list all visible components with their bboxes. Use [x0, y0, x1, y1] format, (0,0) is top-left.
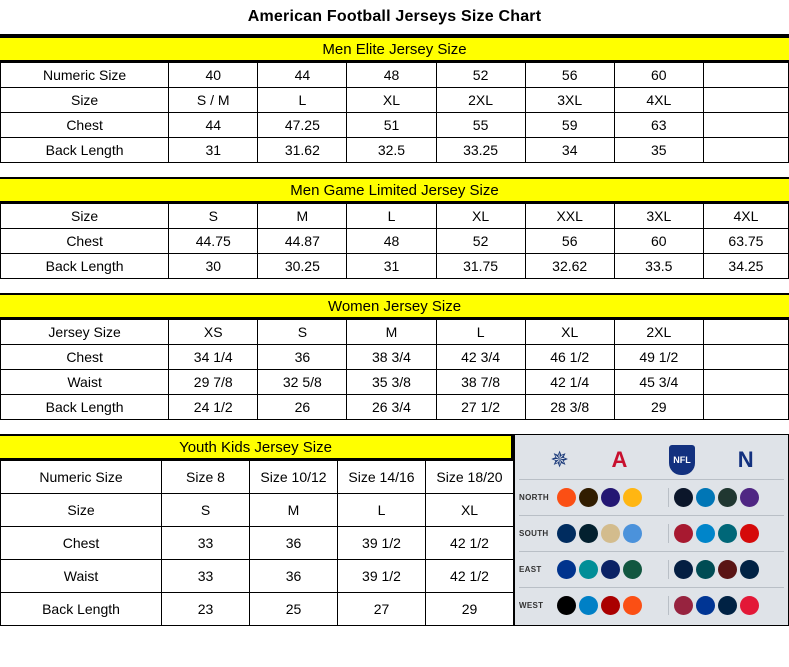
row-label: Back Length — [1, 395, 169, 420]
team-logo-icon — [623, 560, 642, 579]
table-row — [1, 254, 789, 279]
team-logo-icon — [718, 524, 737, 543]
nfc-logo-icon: N — [737, 447, 753, 472]
afc-logo-icon: A — [611, 447, 627, 472]
row-label: Chest — [1, 113, 169, 138]
cell: 34.25 — [703, 254, 788, 279]
cell: 45 3/4 — [614, 370, 703, 395]
table-row — [1, 560, 514, 593]
cell: 24 1/2 — [169, 395, 258, 420]
team-logo-icon — [557, 596, 576, 615]
star-burst-icon: ✵ — [550, 447, 569, 472]
cell-empty — [703, 138, 788, 163]
team-logo-icon — [718, 488, 737, 507]
row-label: Numeric Size — [1, 63, 169, 88]
cell: 38 3/4 — [347, 345, 436, 370]
team-logo-icon — [601, 524, 620, 543]
team-logo-icon — [696, 596, 715, 615]
row-label: Back Length — [1, 254, 169, 279]
cell: L — [338, 494, 426, 527]
cell: S — [169, 204, 258, 229]
cell: XL — [347, 88, 436, 113]
team-logo-icon — [740, 560, 759, 579]
cell: 59 — [525, 113, 614, 138]
cell: 42 1/4 — [525, 370, 614, 395]
cell-empty — [703, 395, 788, 420]
table-row — [1, 138, 789, 163]
team-logo-icon — [674, 560, 693, 579]
cell: 3XL — [525, 88, 614, 113]
table-row — [1, 88, 789, 113]
nfl-shield-icon: NFL — [669, 445, 695, 475]
table-row — [1, 494, 514, 527]
cell: Size 18/20 — [426, 461, 514, 494]
table-row — [1, 63, 789, 88]
team-logo-icon — [557, 560, 576, 579]
row-label: Chest — [1, 229, 169, 254]
cell: 44 — [169, 113, 258, 138]
table-women — [0, 319, 789, 420]
team-logo-icon — [740, 488, 759, 507]
cell: 55 — [436, 113, 525, 138]
table-row — [1, 229, 789, 254]
team-logo-icon — [696, 488, 715, 507]
table-row — [1, 461, 514, 494]
cell: XXL — [525, 204, 614, 229]
afc-south-teams — [557, 524, 668, 543]
row-label: Numeric Size — [1, 461, 162, 494]
division-label: EAST — [519, 565, 542, 574]
cell: 34 1/4 — [169, 345, 258, 370]
cell: 33.25 — [436, 138, 525, 163]
cell: 27 — [338, 593, 426, 626]
cell-empty — [703, 370, 788, 395]
cell: 42 1/2 — [426, 527, 514, 560]
cell: Size 8 — [162, 461, 250, 494]
cell: 56 — [525, 229, 614, 254]
cell: 3XL — [614, 204, 703, 229]
table-row — [1, 113, 789, 138]
nfc-west-teams — [668, 596, 785, 615]
cell: 28 3/8 — [525, 395, 614, 420]
cell: 4XL — [614, 88, 703, 113]
cell: 60 — [614, 63, 703, 88]
cell: 32.62 — [525, 254, 614, 279]
cell: S — [162, 494, 250, 527]
cell: 47.25 — [258, 113, 347, 138]
cell: 36 — [258, 345, 347, 370]
table-men-game-limited — [0, 203, 789, 279]
cell: 60 — [614, 229, 703, 254]
section-heading-men-elite: Men Elite Jersey Size — [0, 36, 789, 62]
cell: L — [347, 204, 436, 229]
row-label: Size — [1, 494, 162, 527]
cell: 27 1/2 — [436, 395, 525, 420]
cell: 2XL — [436, 88, 525, 113]
afc-east-teams — [557, 560, 668, 579]
team-logo-icon — [674, 524, 693, 543]
page-title: American Football Jerseys Size Chart — [0, 0, 789, 36]
team-logo-icon — [557, 524, 576, 543]
team-logo-icon — [696, 560, 715, 579]
division-label: NORTH — [519, 493, 549, 502]
cell: XL — [525, 320, 614, 345]
cell: 51 — [347, 113, 436, 138]
cell: XL — [436, 204, 525, 229]
cell: 63 — [614, 113, 703, 138]
team-logo-icon — [674, 488, 693, 507]
cell-empty — [703, 88, 788, 113]
cell: XS — [169, 320, 258, 345]
cell: 32 5/8 — [258, 370, 347, 395]
nfc-south-teams — [668, 524, 785, 543]
section-heading-men-game-limited: Men Game Limited Jersey Size — [0, 177, 789, 203]
cell: 39 1/2 — [338, 560, 426, 593]
cell: XL — [426, 494, 514, 527]
youth-section — [0, 434, 789, 626]
cell: 29 7/8 — [169, 370, 258, 395]
team-logo-icon — [718, 560, 737, 579]
division-row-north — [519, 479, 784, 515]
cell: 48 — [347, 229, 436, 254]
row-label: Back Length — [1, 138, 169, 163]
nfc-east-teams — [668, 560, 785, 579]
table-row — [1, 395, 789, 420]
cell: Size 10/12 — [250, 461, 338, 494]
cell: 52 — [436, 229, 525, 254]
cell: 2XL — [614, 320, 703, 345]
cell: 26 3/4 — [347, 395, 436, 420]
table-youth — [0, 460, 514, 626]
section-gap — [0, 420, 789, 434]
team-logo-icon — [696, 524, 715, 543]
cell: Size 14/16 — [338, 461, 426, 494]
cell: 49 1/2 — [614, 345, 703, 370]
team-logo-icon — [557, 488, 576, 507]
cell: 34 — [525, 138, 614, 163]
cell-empty — [703, 320, 788, 345]
cell: 32.5 — [347, 138, 436, 163]
table-row — [1, 527, 514, 560]
afc-north-teams — [557, 488, 668, 507]
nfc-north-teams — [668, 488, 785, 507]
cell-empty — [703, 345, 788, 370]
team-logo-icon — [579, 596, 598, 615]
division-row-east — [519, 551, 784, 587]
cell: 46 1/2 — [525, 345, 614, 370]
cell: 56 — [525, 63, 614, 88]
team-logo-icon — [740, 596, 759, 615]
division-rows — [519, 479, 784, 623]
row-label: Waist — [1, 370, 169, 395]
cell: 36 — [250, 527, 338, 560]
team-logo-icon — [601, 596, 620, 615]
division-row-west — [519, 587, 784, 623]
cell: 44.75 — [169, 229, 258, 254]
row-label: Chest — [1, 527, 162, 560]
section-heading-youth: Youth Kids Jersey Size — [0, 434, 513, 460]
cell: 33 — [162, 560, 250, 593]
cell-empty — [703, 63, 788, 88]
division-row-south — [519, 515, 784, 551]
cell: 31.62 — [258, 138, 347, 163]
row-label: Size — [1, 204, 169, 229]
cell: 39 1/2 — [338, 527, 426, 560]
cell: 42 3/4 — [436, 345, 525, 370]
cell: M — [250, 494, 338, 527]
division-label: WEST — [519, 601, 544, 610]
team-logo-icon — [718, 596, 737, 615]
table-row — [1, 593, 514, 626]
cell: L — [258, 88, 347, 113]
cell: 23 — [162, 593, 250, 626]
cell: 44.87 — [258, 229, 347, 254]
cell: 29 — [426, 593, 514, 626]
table-row — [1, 204, 789, 229]
team-logo-icon — [740, 524, 759, 543]
cell: 63.75 — [703, 229, 788, 254]
row-label: Jersey Size — [1, 320, 169, 345]
table-row — [1, 320, 789, 345]
cell: 42 1/2 — [426, 560, 514, 593]
cell: 31.75 — [436, 254, 525, 279]
cell: 36 — [250, 560, 338, 593]
youth-table-wrap — [0, 434, 513, 626]
section-gap — [0, 279, 789, 293]
cell: 29 — [614, 395, 703, 420]
cell: 31 — [169, 138, 258, 163]
afc-west-teams — [557, 596, 668, 615]
cell: M — [347, 320, 436, 345]
cell: S / M — [169, 88, 258, 113]
row-label: Back Length — [1, 593, 162, 626]
cell: M — [258, 204, 347, 229]
cell: 48 — [347, 63, 436, 88]
conference-logo-row — [519, 439, 784, 479]
row-label: Chest — [1, 345, 169, 370]
section-heading-women: Women Jersey Size — [0, 293, 789, 319]
team-logo-icon — [579, 560, 598, 579]
row-label: Size — [1, 88, 169, 113]
cell: L — [436, 320, 525, 345]
team-logo-icon — [623, 524, 642, 543]
team-logo-icon — [579, 488, 598, 507]
team-logo-icon — [623, 488, 642, 507]
division-label: SOUTH — [519, 529, 549, 538]
team-logo-icon — [601, 560, 620, 579]
team-logo-icon — [674, 596, 693, 615]
cell: 44 — [258, 63, 347, 88]
table-row — [1, 345, 789, 370]
cell: 38 7/8 — [436, 370, 525, 395]
cell-empty — [703, 113, 788, 138]
cell: 33.5 — [614, 254, 703, 279]
team-logo-icon — [601, 488, 620, 507]
cell: 40 — [169, 63, 258, 88]
row-label: Waist — [1, 560, 162, 593]
team-logo-icon — [623, 596, 642, 615]
team-logo-icon — [579, 524, 598, 543]
section-gap — [0, 163, 789, 177]
table-men-elite — [0, 62, 789, 163]
cell: 33 — [162, 527, 250, 560]
cell: 35 3/8 — [347, 370, 436, 395]
cell: 25 — [250, 593, 338, 626]
cell: 4XL — [703, 204, 788, 229]
table-row — [1, 370, 789, 395]
cell: 30.25 — [258, 254, 347, 279]
cell: S — [258, 320, 347, 345]
cell: 26 — [258, 395, 347, 420]
nfl-teams-panel — [513, 434, 789, 626]
cell: 30 — [169, 254, 258, 279]
cell: 35 — [614, 138, 703, 163]
cell: 52 — [436, 63, 525, 88]
cell: 31 — [347, 254, 436, 279]
